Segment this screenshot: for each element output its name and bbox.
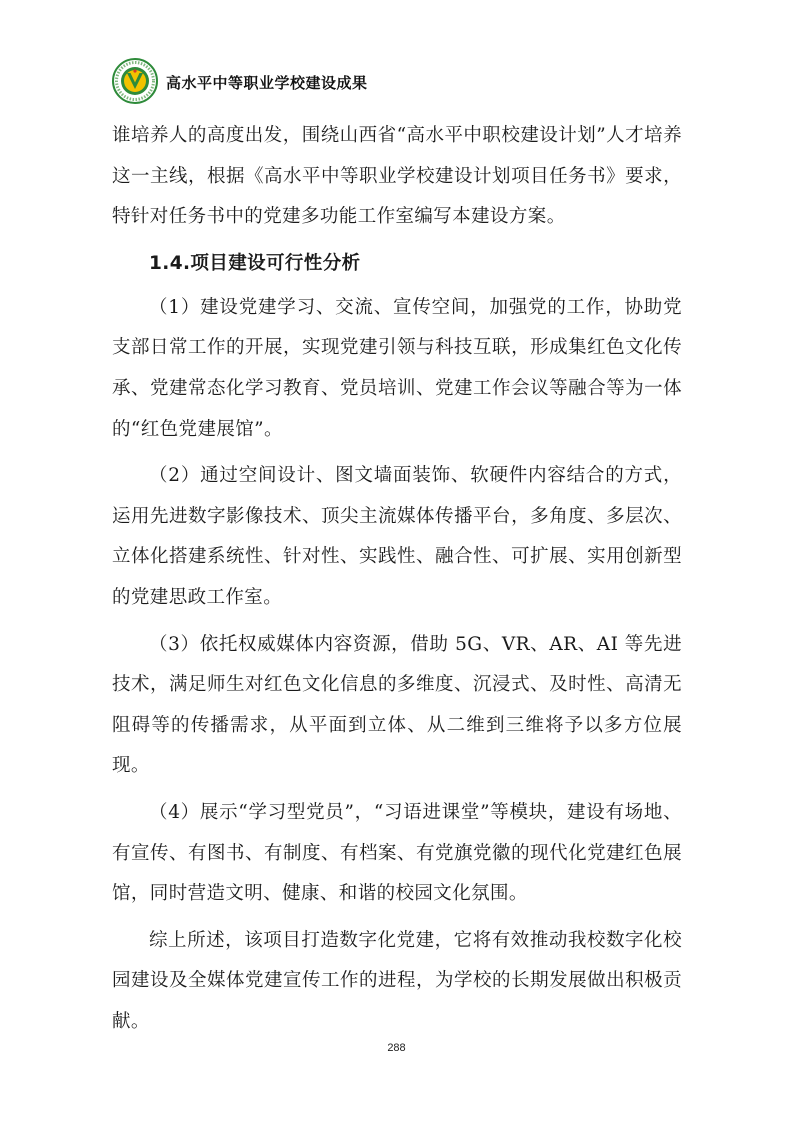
point-paragraph-1: （1）建设党建学习、交流、宣传空间，加强党的工作，协助党支部日常工作的开展，实现党建引领与科技互联，形成集红色文化传承、党建常态化学习教育、党员培训、党建工作会议等融合等为一体的“红色党建展馆”。 bbox=[112, 296, 682, 440]
section-heading: 1.4.项目建设可行性分析 bbox=[149, 252, 361, 274]
page-header bbox=[112, 58, 692, 104]
school-emblem-icon bbox=[112, 58, 158, 104]
intro-paragraph: 谁培养人的高度出发，围绕山西省“高水平中职校建设计划”人才培养这一主线，根据《高水平中等职业学校建设计划项目任务书》要求，特针对任务书中的党建多功能工作室编写本建设方案。 bbox=[112, 125, 682, 228]
page-number: 288 bbox=[387, 1042, 406, 1054]
point-paragraph-3: （3）依托权威媒体内容资源，借助 5G、VR、AR、AI 等先进技术，满足师生对红色文化信息的多维度、沉浸式、及时性、高清无阻碍等的传播需求，从平面到立体、从二维到三维将予以多方位展现。 bbox=[112, 633, 682, 777]
document-body bbox=[112, 116, 682, 1042]
point-paragraph-4: （4）展示“学习型党员”，“习语进课堂”等模块，建设有场地、有宣传、有图书、有制度、有档案、有党旗党徽的现代化党建红色展馆，同时营造文明、健康、和谐的校园文化氛围。 bbox=[112, 801, 682, 905]
header-title: 高水平中等职业学校建设成果 bbox=[166, 74, 368, 92]
conclusion-paragraph: 综上所述，该项目打造数字化党建，它将有效推动我校数字化校园建设及全媒体党建宣传工作的进程，为学校的长期发展做出积极贡献。 bbox=[112, 929, 682, 1032]
point-paragraph-2: （2）通过空间设计、图文墙面装饰、软硬件内容结合的方式，运用先进数字影像技术、顶尖主流媒体传播平台，多角度、多层次、立体化搭建系统性、针对性、实践性、融合性、可扩展、实用创新型的党建思政工作室。 bbox=[112, 465, 682, 608]
